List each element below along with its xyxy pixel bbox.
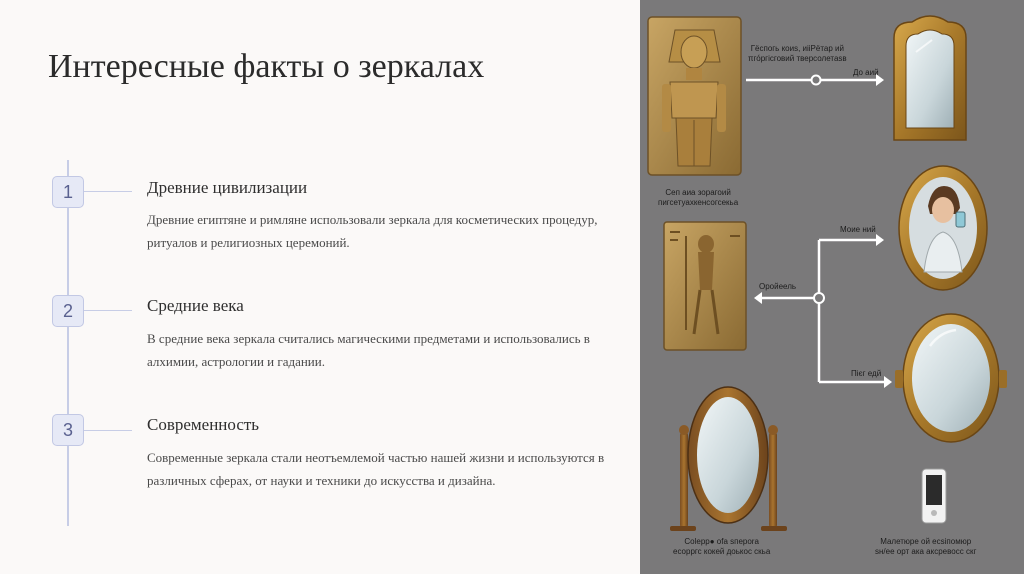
caption-pharaoh: Сеп аиа зорагоий пигсетуахкенсогсекьа xyxy=(658,188,739,207)
caption-top-arrow-right: До аий xyxy=(853,68,879,77)
ornate-mirror-icon xyxy=(894,16,966,140)
step-title: Современность xyxy=(147,415,260,434)
pharaoh-statue-icon xyxy=(648,17,741,175)
step-text: В средние века зеркала считались магическими предметами и использовались в алхимии, астрологии и гадании. xyxy=(147,331,590,369)
step-text: Современные зеркала стали неотъемлемой частью нашей жизни и используются в различных сферах, от науки и техники до искусства и дизайна. xyxy=(147,450,605,488)
mirror-history-illustration xyxy=(640,0,1024,574)
woman-in-mirror-icon xyxy=(899,166,987,290)
cheval-mirror-icon xyxy=(670,387,787,531)
caption-branch-top: Моие ний xyxy=(840,225,876,234)
step-title: Древние цивилизации xyxy=(147,178,308,197)
step-title: Средние века xyxy=(147,296,244,315)
branch-arrows-icon xyxy=(754,234,892,388)
oval-standing-mirror-icon xyxy=(895,314,1007,442)
step-connector xyxy=(84,191,132,192)
caption-branch-left: Оройеель xyxy=(759,282,797,291)
step-number-badge: 1 xyxy=(52,176,84,208)
caption-top-arrow: Гёспогь коиs, иiiРётар ий πго́ргісговий тверсолетаsв xyxy=(748,44,847,63)
slide-title: Интересные факты о зеркалах xyxy=(48,48,485,85)
step-connector xyxy=(84,310,132,311)
smartphone-icon xyxy=(922,469,946,523)
step-connector xyxy=(84,430,132,431)
step-number-badge: 2 xyxy=(52,295,84,327)
egyptian-relief-icon xyxy=(664,222,746,350)
caption-branch-bottom: Пієг едй xyxy=(851,369,882,378)
timeline-line xyxy=(67,160,69,526)
step-text: Древние египтяне и римляне использовали зеркала для косметических процедур, ритуалов и религиозных церемоний. xyxy=(147,212,598,250)
illustration-panel xyxy=(640,0,1024,574)
caption-bottom-left: Colepp● ofa sпероrа есорргс кокей доькос скьа xyxy=(673,537,771,556)
caption-bottom-right: Малетюре ой ecsiпомюр sн/ее орт ака аксревосс скг xyxy=(875,537,977,556)
step-number-badge: 3 xyxy=(52,414,84,446)
